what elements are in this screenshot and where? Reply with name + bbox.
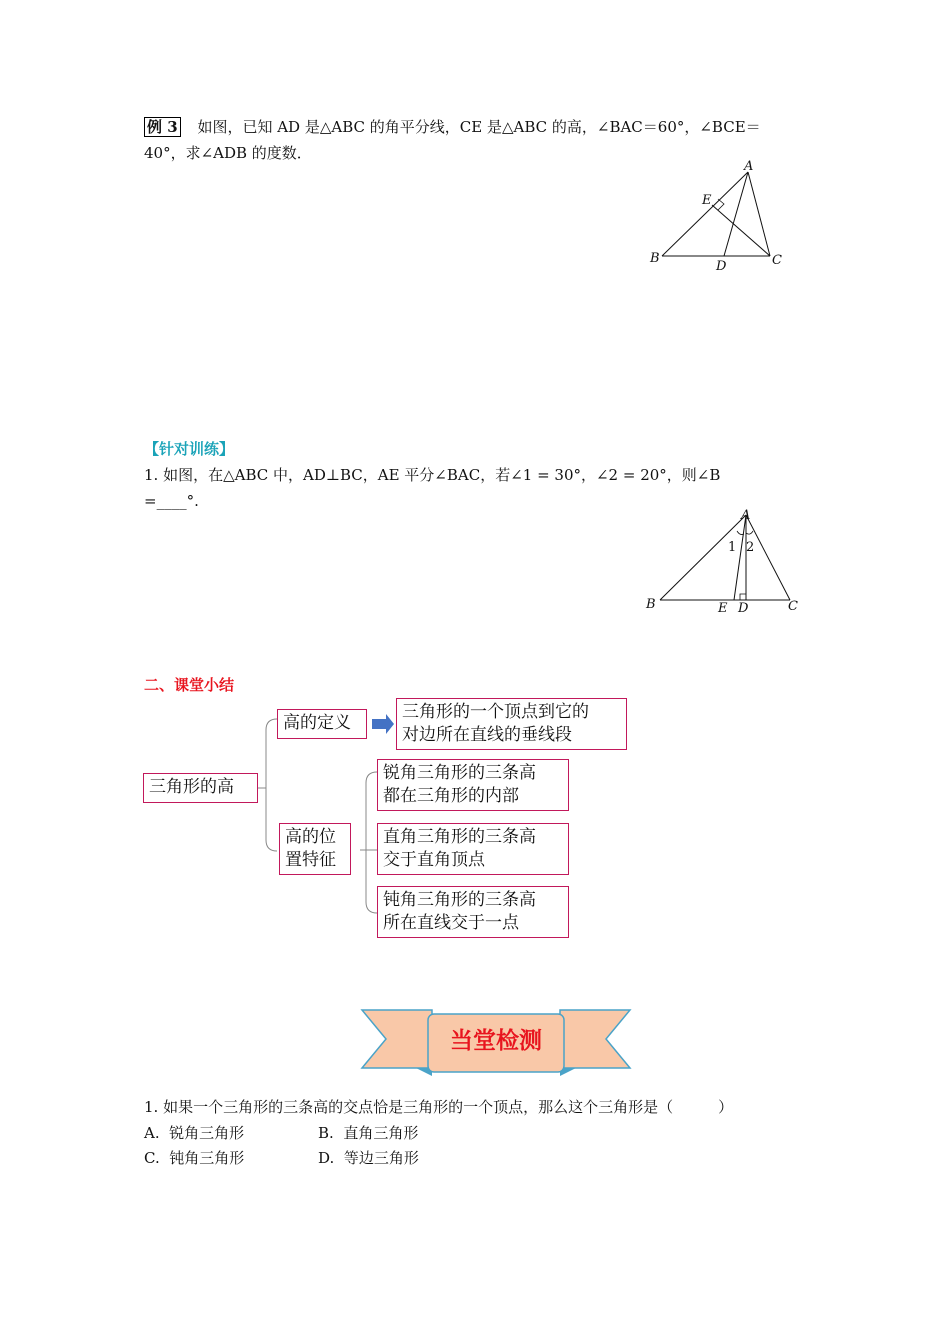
angle-2-label: 2 xyxy=(746,540,755,555)
label-e: E xyxy=(702,193,712,208)
label-c: C xyxy=(788,599,798,614)
mindmap-definition-text: 三角形的一个顶点到它的 对边所在直线的垂线段 xyxy=(396,698,627,750)
example-label: 例 3 xyxy=(144,117,181,137)
mindmap-acute: 锐角三角形的三条高 都在三角形的内部 xyxy=(377,759,569,811)
label-d: D xyxy=(716,259,727,274)
label-c: C xyxy=(772,253,782,268)
label-b: B xyxy=(646,597,656,612)
mindmap-position-label: 高的位 置特征 xyxy=(279,823,351,875)
label-e: E xyxy=(718,601,728,616)
label-d: D xyxy=(738,601,749,616)
practice-heading: 【针对训练】 xyxy=(144,440,235,458)
mindmap-obtuse: 钝角三角形的三条高 所在直线交于一点 xyxy=(377,886,569,938)
banner-title: 当堂检测 xyxy=(450,1028,542,1054)
quiz-option-b: B. 直角三角形 xyxy=(318,1124,419,1142)
summary-heading: 二、课堂小结 xyxy=(144,676,235,694)
practice-line2: =____°. xyxy=(144,492,199,510)
practice-line1: 1. 如图，在△ABC 中，AD⊥BC，AE 平分∠BAC，若∠1 = 30°，∠2 = 20°，则∠B xyxy=(144,466,721,484)
mindmap-right: 直角三角形的三条高 交于直角顶点 xyxy=(377,823,569,875)
example3-text-1: 如图，已知 AD 是△ABC 的角平分线，CE 是△ABC 的高，∠BAC＝60°，∠BCE＝ xyxy=(197,118,761,136)
label-b: B xyxy=(650,251,660,266)
quiz-option-d: D. 等边三角形 xyxy=(318,1149,419,1167)
quiz-option-a: A. 锐角三角形 xyxy=(144,1124,245,1142)
label-a: A xyxy=(744,159,754,174)
angle-1-label: 1 xyxy=(728,540,737,555)
arrow-icon xyxy=(372,714,394,734)
mindmap-definition-label: 高的定义 xyxy=(277,709,367,739)
example3-line2: 40°，求∠ADB 的度数． xyxy=(144,144,312,162)
mindmap-root: 三角形的高 xyxy=(143,773,258,803)
quiz-question: 1. 如果一个三角形的三条高的交点恰是三角形的一个顶点，那么这个三角形是（ ） xyxy=(144,1098,734,1116)
quiz-option-c: C. 钝角三角形 xyxy=(144,1149,245,1167)
label-a: A xyxy=(741,508,751,523)
